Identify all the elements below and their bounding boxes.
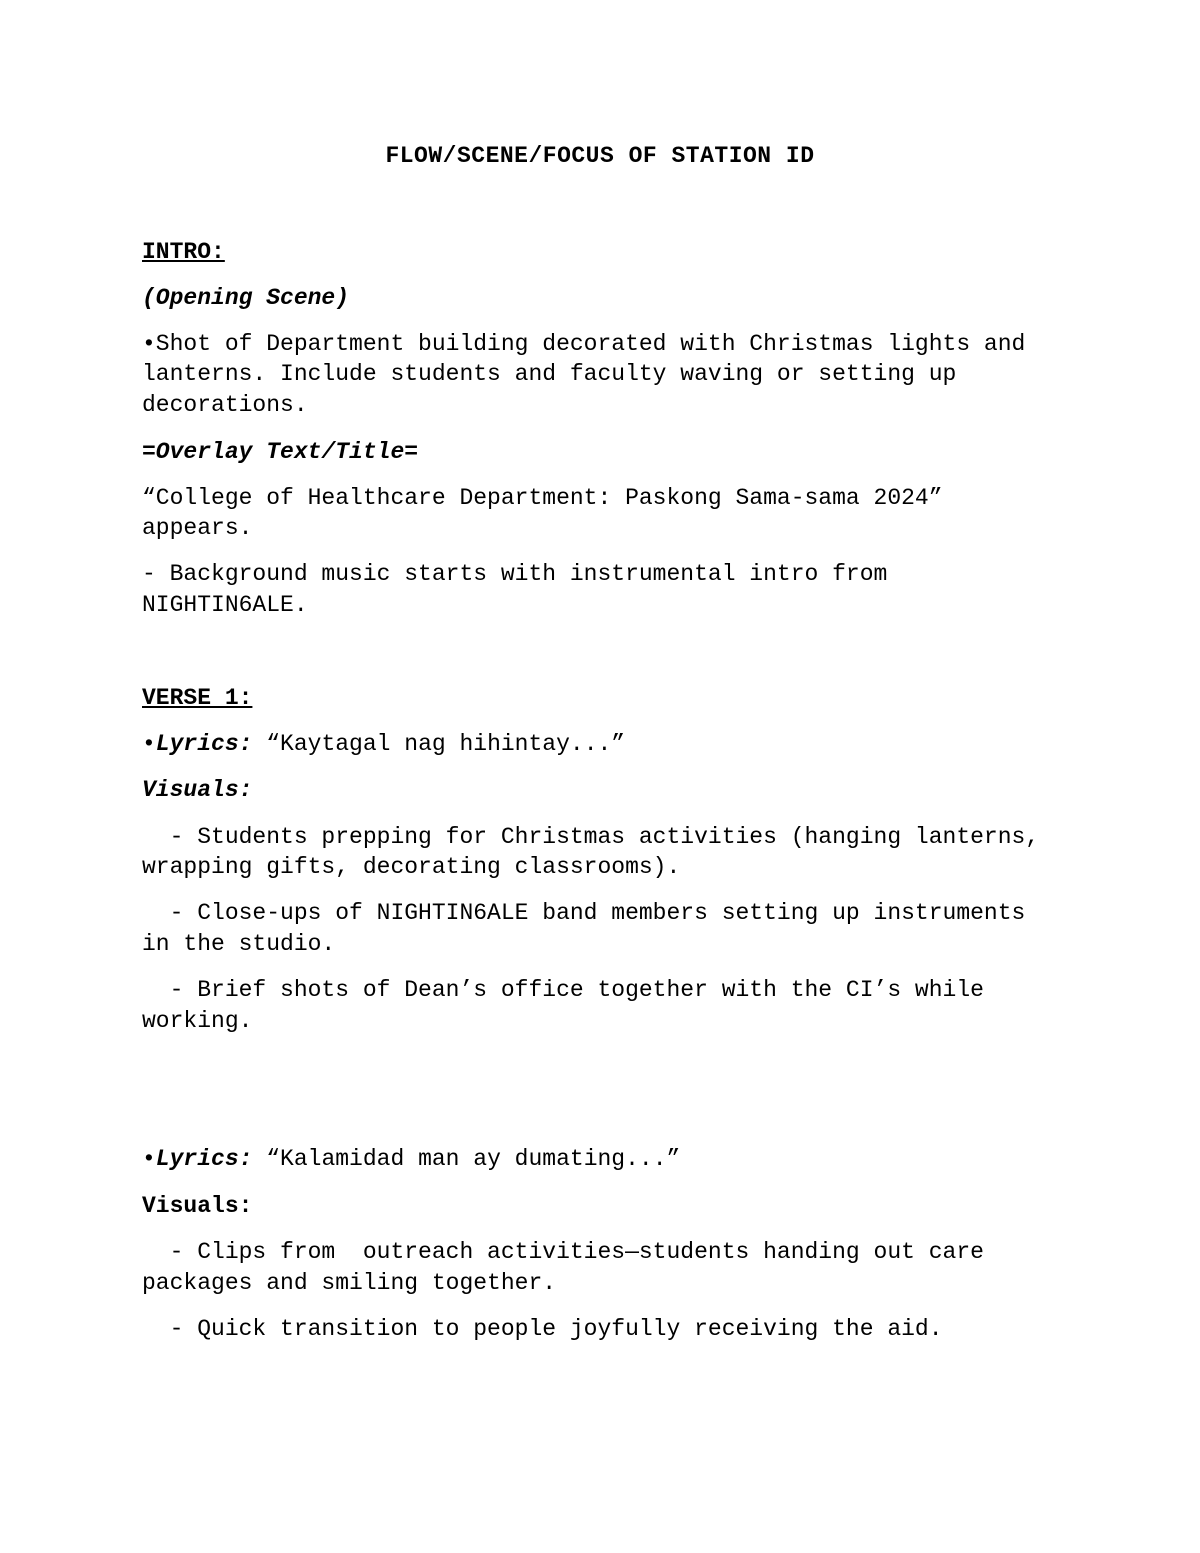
lyrics-bullet: •	[142, 1146, 156, 1172]
lyrics-line-1	[142, 729, 625, 760]
opening-scene-label: (Opening Scene)	[142, 285, 350, 311]
visuals-2-item-2-line-1: - Quick transition to people joyfully receiving the aid.	[142, 1316, 943, 1342]
visuals-1-item-2-line-2: in the studio.	[142, 931, 336, 957]
verse1-heading: VERSE 1:	[142, 685, 253, 711]
lyrics-text: “Kaytagal nag hihintay...”	[252, 731, 626, 757]
visuals-label-1: Visuals:	[142, 777, 253, 803]
document-title: FLOW/SCENE/FOCUS OF STATION ID	[385, 143, 815, 169]
opening-shot-line-3: decorations.	[142, 392, 308, 418]
visuals-1-item-3-line-2: working.	[142, 1008, 253, 1034]
visuals-2-item-1-line-1: - Clips from outreach activities—students handing out care	[142, 1239, 984, 1265]
intro-heading: INTRO:	[142, 239, 225, 265]
music-note-line-1: - Background music starts with instrumental intro from	[142, 561, 888, 587]
music-note-line-2: NIGHTIN6ALE.	[142, 592, 308, 618]
lyrics-label: Lyrics:	[155, 1146, 253, 1172]
opening-shot-line-1: •Shot of Department building decorated with Christmas lights and	[142, 331, 1026, 357]
visuals-1-item-1-line-1: - Students prepping for Christmas activities (hanging lanterns,	[142, 824, 1040, 850]
overlay-text-line-1: “College of Healthcare Department: Paskong Sama-sama 2024”	[142, 485, 943, 511]
visuals-2-item-1-line-2: packages and smiling together.	[142, 1270, 557, 1296]
visuals-label-2: Visuals:	[142, 1193, 253, 1219]
visuals-1-item-1-line-2: wrapping gifts, decorating classrooms).	[142, 854, 681, 880]
lyrics-text: “Kalamidad man ay dumating...”	[252, 1146, 681, 1172]
lyrics-line-2	[142, 1144, 680, 1175]
visuals-1-item-3-line-1: - Brief shots of Dean’s office together with the CI’s while	[142, 977, 984, 1003]
lyrics-label: Lyrics:	[155, 731, 253, 757]
overlay-text-line-2: appears.	[142, 515, 253, 541]
opening-shot-line-2: lanterns. Include students and faculty waving or setting up	[142, 361, 957, 387]
overlay-label: =Overlay Text/Title=	[142, 439, 419, 465]
lyrics-bullet: •	[142, 731, 156, 757]
visuals-1-item-2-line-1: - Close-ups of NIGHTIN6ALE band members setting up instruments	[142, 900, 1026, 926]
